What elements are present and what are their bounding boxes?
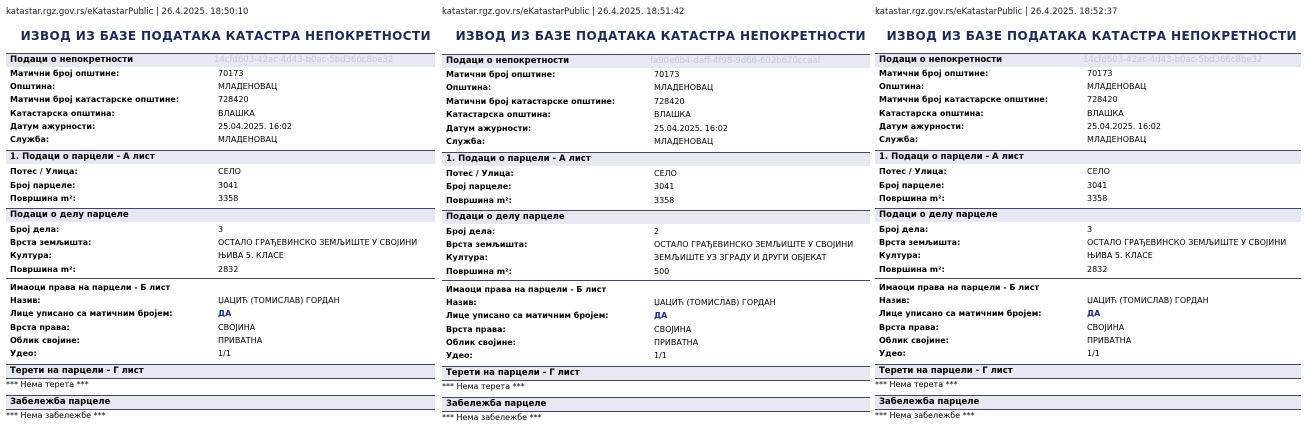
field-row bbox=[879, 348, 1301, 360]
field-label: Матични број општине: bbox=[879, 69, 989, 78]
field-value: ЏАЦИЋ (ТОМИСЛАВ) ГОРДАН bbox=[654, 298, 776, 307]
section-parcel-a bbox=[442, 152, 870, 166]
field-row bbox=[879, 264, 1301, 276]
field-row bbox=[879, 134, 1301, 146]
field-value: ДА bbox=[218, 309, 232, 318]
field-value: 2832 bbox=[218, 265, 239, 274]
field-row bbox=[10, 180, 435, 192]
field-label: Лице уписано са матичним бројем: bbox=[879, 309, 1042, 318]
field-row bbox=[10, 224, 435, 236]
section-burdens-g bbox=[442, 366, 870, 380]
extract-panel-1 bbox=[2, 0, 435, 427]
field-row bbox=[879, 108, 1301, 120]
field-label: Површина m²: bbox=[10, 194, 76, 203]
field-row bbox=[879, 180, 1301, 192]
field-row bbox=[446, 350, 870, 362]
field-label: Катастарска општина: bbox=[446, 110, 551, 119]
section-title: Подаци о непокретности bbox=[446, 56, 570, 66]
owners-section-title bbox=[10, 282, 435, 294]
divider bbox=[6, 378, 435, 379]
section-burdens-g bbox=[6, 364, 435, 378]
field-row bbox=[879, 81, 1301, 93]
field-row bbox=[879, 322, 1301, 334]
field-value: ВЛАШКА bbox=[1087, 109, 1124, 118]
document-title: ИЗВОД ИЗ БАЗЕ ПОДАТАКА КАТАСТРА НЕПОКРЕТНОСТИ bbox=[20, 29, 431, 43]
field-label: Датум ажурности: bbox=[879, 122, 965, 131]
field-label: Удео: bbox=[879, 349, 906, 358]
field-label: Број дела: bbox=[10, 225, 60, 234]
section-title: Терети на парцели - Г лист bbox=[446, 368, 580, 378]
field-label: Општина: bbox=[446, 83, 492, 92]
document-uid: 14cfd603-42ac-4d43-b0ac-5bd366c8be32 bbox=[1083, 55, 1263, 65]
field-label: Датум ажурности: bbox=[446, 124, 532, 133]
field-label: Култура: bbox=[446, 253, 488, 262]
field-row bbox=[10, 166, 435, 178]
field-row bbox=[879, 193, 1301, 205]
field-value: МЛАДЕНОВАЦ bbox=[654, 137, 714, 146]
field-row bbox=[446, 82, 870, 94]
field-value: 2 bbox=[654, 227, 660, 236]
field-label: Потес / Улица: bbox=[879, 167, 947, 176]
field-row bbox=[446, 297, 870, 309]
field-value: 25.04.2025. 16:02 bbox=[218, 122, 292, 131]
field-value: ЏАЦИЋ (ТОМИСЛАВ) ГОРДАН bbox=[218, 296, 340, 305]
notes-empty-note: *** Нема забележбе *** bbox=[6, 411, 106, 420]
divider bbox=[442, 411, 870, 412]
divider bbox=[442, 380, 870, 381]
divider bbox=[875, 409, 1301, 410]
burdens-empty-note: *** Нема терета *** bbox=[875, 380, 958, 389]
section-title: Подаци о непокретности bbox=[10, 55, 134, 65]
field-row bbox=[446, 239, 870, 251]
field-value: 3 bbox=[1087, 225, 1093, 234]
field-label: Култура: bbox=[879, 251, 921, 260]
field-value: 25.04.2025. 16:02 bbox=[1087, 122, 1161, 131]
section-burdens-g bbox=[875, 364, 1301, 378]
field-row bbox=[446, 109, 870, 121]
field-value: ОСТАЛО ГРАЂЕВИНСКО ЗЕМЉИШТЕ У СВОЈИНИ bbox=[218, 238, 418, 247]
field-label: Облик својине: bbox=[446, 338, 516, 347]
field-label: Врста земљишта: bbox=[10, 238, 92, 247]
field-label: Број парцеле: bbox=[10, 181, 76, 190]
extract-panel-2 bbox=[438, 0, 870, 427]
field-row bbox=[10, 81, 435, 93]
document-title: ИЗВОД ИЗ БАЗЕ ПОДАТАКА КАТАСТРА НЕПОКРЕТНОСТИ bbox=[886, 29, 1297, 43]
field-value: ЊИВА 5. КЛАСЕ bbox=[218, 251, 284, 260]
field-value: ПРИВАТНА bbox=[1087, 336, 1132, 345]
field-label: Врста земљишта: bbox=[446, 240, 528, 249]
field-row bbox=[10, 68, 435, 80]
notes-empty-note: *** Нема забележбе *** bbox=[875, 411, 975, 420]
extract-panel-3 bbox=[871, 0, 1301, 427]
section-title: Терети на парцели - Г лист bbox=[879, 366, 1013, 376]
section-title: Забележба парцеле bbox=[446, 399, 547, 409]
burdens-empty-note: *** Нема терета *** bbox=[6, 380, 89, 389]
field-value: МЛАДЕНОВАЦ bbox=[218, 135, 278, 144]
field-value: СЕЛО bbox=[1087, 167, 1110, 176]
divider bbox=[875, 278, 1301, 279]
field-label: Матични број катастарске општине: bbox=[879, 95, 1049, 104]
section-parcel-a bbox=[875, 150, 1301, 164]
field-value: МЛАДЕНОВАЦ bbox=[654, 83, 714, 92]
field-label: Површина m²: bbox=[446, 267, 512, 276]
field-label: Врста права: bbox=[446, 325, 506, 334]
document-title: ИЗВОД ИЗ БАЗЕ ПОДАТАКА КАТАСТРА НЕПОКРЕТНОСТИ bbox=[455, 29, 866, 43]
field-value: ОСТАЛО ГРАЂЕВИНСКО ЗЕМЉИШТЕ У СВОЈИНИ bbox=[1087, 238, 1287, 247]
field-row bbox=[10, 348, 435, 360]
section-parcel-part bbox=[6, 208, 435, 222]
field-value: МЛАДЕНОВАЦ bbox=[1087, 135, 1147, 144]
field-row bbox=[879, 224, 1301, 236]
field-value: 728420 bbox=[654, 97, 685, 106]
field-value: 3358 bbox=[654, 196, 675, 205]
field-label: Катастарска општина: bbox=[879, 109, 984, 118]
field-label: Матични број катастарске општине: bbox=[446, 97, 616, 106]
field-row bbox=[446, 168, 870, 180]
field-value: СВОЈИНА bbox=[654, 325, 692, 334]
field-value: СВОЈИНА bbox=[1087, 323, 1125, 332]
field-label: Површина m²: bbox=[446, 196, 512, 205]
field-row bbox=[446, 69, 870, 81]
field-label: Врста права: bbox=[879, 323, 939, 332]
field-label: Површина m²: bbox=[879, 194, 945, 203]
field-label: Број дела: bbox=[446, 227, 496, 236]
field-value: 3041 bbox=[1087, 181, 1108, 190]
field-value: ДА bbox=[1087, 309, 1101, 318]
section-property-data bbox=[6, 53, 435, 67]
field-row bbox=[446, 337, 870, 349]
field-row bbox=[10, 264, 435, 276]
section-title: Подаци о делу парцеле bbox=[446, 212, 565, 222]
field-value: 1/1 bbox=[1087, 349, 1100, 358]
field-value: 25.04.2025. 16:02 bbox=[654, 124, 728, 133]
field-row bbox=[879, 250, 1301, 262]
field-row bbox=[446, 181, 870, 193]
field-row bbox=[879, 121, 1301, 133]
field-label: Лице уписано са матичним бројем: bbox=[446, 311, 609, 320]
field-label: Назив: bbox=[10, 296, 41, 305]
field-label: Потес / Улица: bbox=[446, 169, 514, 178]
field-value: ВЛАШКА bbox=[218, 109, 255, 118]
field-row bbox=[10, 121, 435, 133]
field-row bbox=[446, 266, 870, 278]
field-value: 3041 bbox=[654, 182, 675, 191]
field-row bbox=[446, 310, 870, 322]
field-value: 500 bbox=[654, 267, 670, 276]
field-row bbox=[879, 68, 1301, 80]
field-value: 3041 bbox=[218, 181, 239, 190]
field-row bbox=[10, 108, 435, 120]
field-value: СЕЛО bbox=[654, 169, 677, 178]
field-row bbox=[10, 237, 435, 249]
section-parcel-a bbox=[6, 150, 435, 164]
field-value: 728420 bbox=[218, 95, 249, 104]
page-header-line: katastar.rgz.gov.rs/eKatastarPublic | 26.4.2025. 18:51:42 bbox=[442, 7, 685, 17]
field-row bbox=[10, 94, 435, 106]
section-parcel-part bbox=[875, 208, 1301, 222]
field-value: 3358 bbox=[1087, 194, 1108, 203]
field-row bbox=[879, 166, 1301, 178]
divider bbox=[6, 278, 435, 279]
section-property-data bbox=[875, 53, 1301, 67]
section-title: Терети на парцели - Г лист bbox=[10, 366, 144, 376]
field-value: ПРИВАТНА bbox=[654, 338, 699, 347]
field-row bbox=[446, 136, 870, 148]
field-label: Удео: bbox=[10, 349, 37, 358]
field-value: ОСТАЛО ГРАЂЕВИНСКО ЗЕМЉИШТЕ У СВОЈИНИ bbox=[654, 240, 854, 249]
field-label: Матични број општине: bbox=[10, 69, 120, 78]
field-value: 70173 bbox=[654, 70, 680, 79]
section-notes bbox=[442, 397, 870, 411]
section-title: Имаоци права на парцели - Б лист bbox=[446, 285, 607, 294]
field-row bbox=[446, 96, 870, 108]
notes-empty-note: *** Нема забележбе *** bbox=[442, 413, 542, 422]
field-row bbox=[446, 252, 870, 264]
field-row bbox=[10, 250, 435, 262]
field-row bbox=[10, 134, 435, 146]
field-label: Облик својине: bbox=[879, 336, 949, 345]
section-title: Подаци о непокретности bbox=[879, 55, 1003, 65]
section-notes bbox=[6, 395, 435, 409]
page-header-line: katastar.rgz.gov.rs/eKatastarPublic | 26.4.2025. 18:50:10 bbox=[6, 7, 249, 17]
field-value: 2832 bbox=[1087, 265, 1108, 274]
field-label: Удео: bbox=[446, 351, 473, 360]
section-title: Имаоци права на парцели - Б лист bbox=[10, 283, 171, 292]
page-header-line: katastar.rgz.gov.rs/eKatastarPublic | 26.4.2025. 18:52:37 bbox=[875, 7, 1118, 17]
field-value: 3358 bbox=[218, 194, 239, 203]
field-row bbox=[10, 193, 435, 205]
field-value: ЊИВА 5. КЛАСЕ bbox=[1087, 251, 1153, 260]
divider bbox=[6, 409, 435, 410]
field-value: ДА bbox=[654, 311, 668, 320]
field-row bbox=[10, 295, 435, 307]
section-title: Имаоци права на парцели - Б лист bbox=[879, 283, 1040, 292]
section-title: Забележба парцеле bbox=[879, 397, 980, 407]
field-row bbox=[879, 335, 1301, 347]
section-title: 1. Подаци о парцели - А лист bbox=[879, 152, 1024, 162]
field-row bbox=[446, 195, 870, 207]
document-uid: fa90e6b4-daff-4f98-9d66-602b670ccaaf bbox=[650, 56, 821, 66]
section-parcel-part bbox=[442, 210, 870, 224]
field-row bbox=[446, 324, 870, 336]
field-value: ЗЕМЉИШТЕ УЗ ЗГРАДУ И ДРУГИ ОБЈЕКАТ bbox=[654, 253, 827, 262]
field-row bbox=[879, 295, 1301, 307]
field-label: Служба: bbox=[879, 135, 919, 144]
field-value: МЛАДЕНОВАЦ bbox=[1087, 82, 1147, 91]
field-label: Матични број катастарске општине: bbox=[10, 95, 180, 104]
section-title: 1. Подаци о парцели - А лист bbox=[10, 152, 155, 162]
field-value: ЏАЦИЋ (ТОМИСЛАВ) ГОРДАН bbox=[1087, 296, 1209, 305]
field-label: Катастарска општина: bbox=[10, 109, 115, 118]
field-label: Служба: bbox=[446, 137, 486, 146]
field-value: МЛАДЕНОВАЦ bbox=[218, 82, 278, 91]
field-row bbox=[879, 94, 1301, 106]
field-value: 728420 bbox=[1087, 95, 1118, 104]
section-notes bbox=[875, 395, 1301, 409]
field-row bbox=[10, 308, 435, 320]
field-row bbox=[879, 237, 1301, 249]
field-label: Врста земљишта: bbox=[879, 238, 961, 247]
document-uid: 14cfd603-42ac-4d43-b0ac-5bd366c8be32 bbox=[214, 55, 394, 65]
field-label: Општина: bbox=[10, 82, 56, 91]
field-row bbox=[446, 226, 870, 238]
burdens-empty-note: *** Нема терета *** bbox=[442, 382, 525, 391]
field-row bbox=[10, 322, 435, 334]
field-label: Врста права: bbox=[10, 323, 70, 332]
field-label: Назив: bbox=[446, 298, 477, 307]
field-row bbox=[879, 308, 1301, 320]
field-label: Облик својине: bbox=[10, 336, 80, 345]
field-value: 3 bbox=[218, 225, 224, 234]
field-label: Општина: bbox=[879, 82, 925, 91]
field-row bbox=[446, 123, 870, 135]
field-value: 1/1 bbox=[654, 351, 667, 360]
field-label: Површина m²: bbox=[10, 265, 76, 274]
field-label: Број дела: bbox=[879, 225, 929, 234]
field-label: Матични број општине: bbox=[446, 70, 556, 79]
field-value: СЕЛО bbox=[218, 167, 241, 176]
field-label: Потес / Улица: bbox=[10, 167, 78, 176]
field-label: Лице уписано са матичним бројем: bbox=[10, 309, 173, 318]
section-title: 1. Подаци о парцели - А лист bbox=[446, 154, 591, 164]
field-label: Назив: bbox=[879, 296, 910, 305]
owners-section-title bbox=[879, 282, 1301, 294]
field-value: 1/1 bbox=[218, 349, 231, 358]
field-value: ВЛАШКА bbox=[654, 110, 691, 119]
field-label: Служба: bbox=[10, 135, 50, 144]
section-property-data bbox=[442, 54, 870, 68]
section-title: Подаци о делу парцеле bbox=[879, 210, 998, 220]
divider bbox=[875, 378, 1301, 379]
field-value: 70173 bbox=[218, 69, 244, 78]
field-label: Култура: bbox=[10, 251, 52, 260]
divider bbox=[442, 280, 870, 281]
field-value: ПРИВАТНА bbox=[218, 336, 263, 345]
field-label: Датум ажурности: bbox=[10, 122, 96, 131]
section-title: Подаци о делу парцеле bbox=[10, 210, 129, 220]
field-value: 70173 bbox=[1087, 69, 1113, 78]
field-value: СВОЈИНА bbox=[218, 323, 256, 332]
section-title: Забележба парцеле bbox=[10, 397, 111, 407]
field-label: Површина m²: bbox=[879, 265, 945, 274]
field-label: Број парцеле: bbox=[879, 181, 945, 190]
field-label: Број парцеле: bbox=[446, 182, 512, 191]
owners-section-title bbox=[446, 284, 870, 296]
field-row bbox=[10, 335, 435, 347]
